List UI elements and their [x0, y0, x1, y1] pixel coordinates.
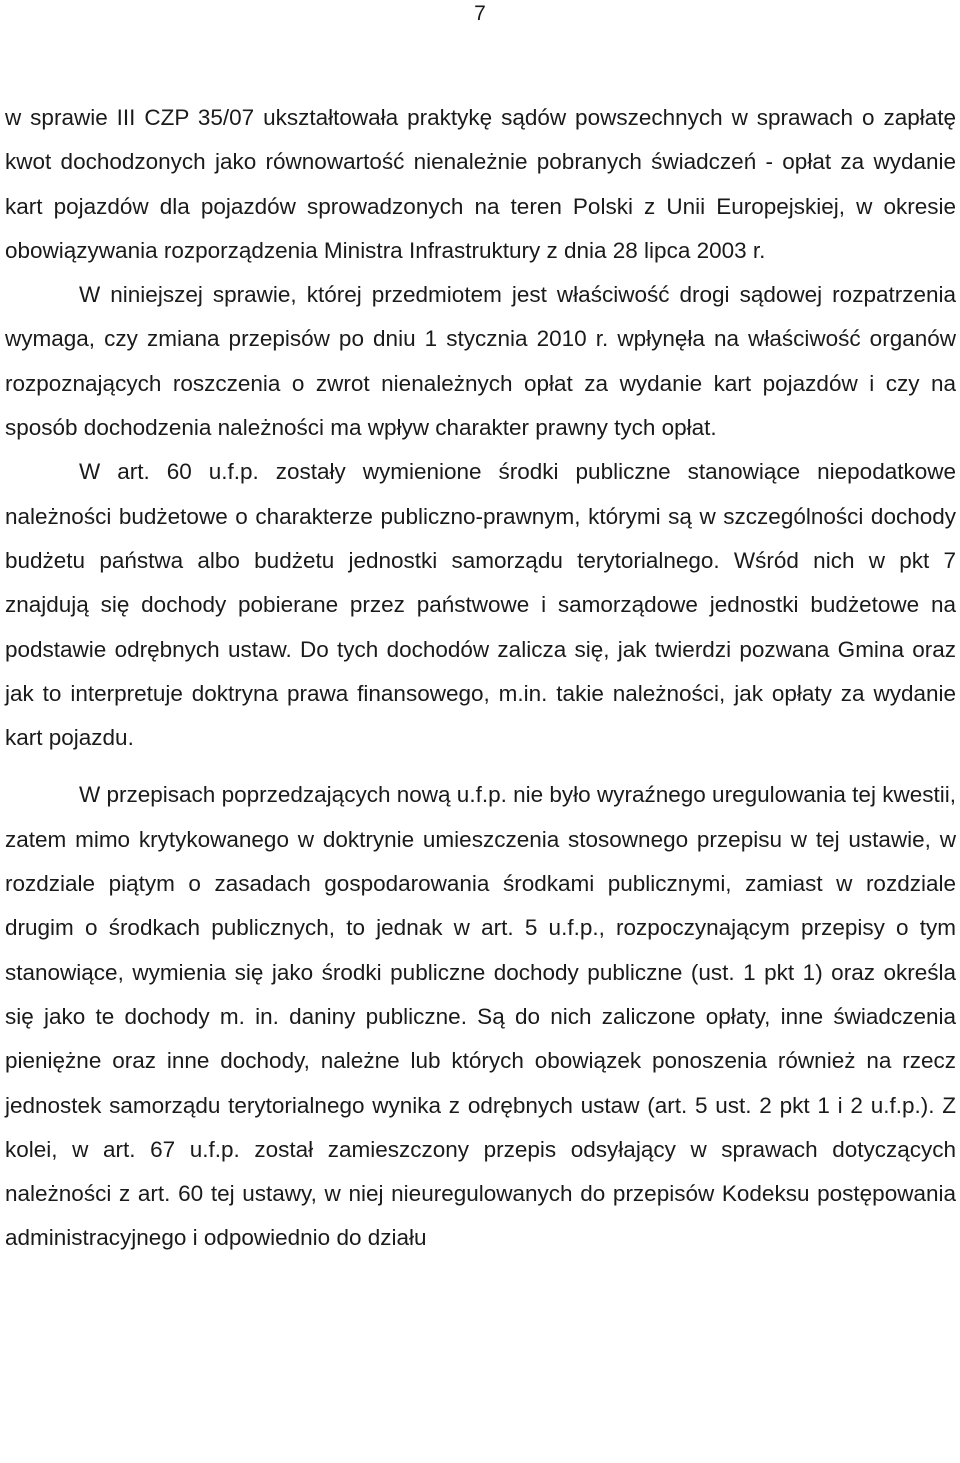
paragraph-3: W art. 60 u.f.p. zostały wymienione środki publiczne stanowiące niepodatkowe należności budżetowe o charakterze publiczno-prawnym, którymi są w szczególności dochody budżetu państwa albo budżetu jednostki samorządu terytorialnego. Wśród nich w pkt 7 znajdują się dochody pobierane przez państwowe i samorządowe jednostki budżetowe na podstawie odrębnych ustaw. Do tych dochodów zalicza się, jak twierdzi pozwana Gmina oraz jak to interpretuje doktryna prawa finansowego, m.in. takie należności, jak opłaty za wydanie kart pojazdu. — [5, 459, 956, 751]
document-body — [5, 96, 956, 1261]
paragraph-2: W niniejszej sprawie, której przedmiotem jest właściwość drogi sądowej rozpatrzenia wymaga, czy zmiana przepisów po dniu 1 stycznia 2010 r. wpłynęła na właściwość organów rozpoznających roszczenia o zwrot nienależnych opłat za wydanie kart pojazdów i czy na sposób dochodzenia należności ma wpływ charakter prawny tych opłat. — [5, 282, 956, 441]
paragraph-1: w sprawie III CZP 35/07 ukształtowała praktykę sądów powszechnych w sprawach o zapłatę kwot dochodzonych jako równowartość nienależnie pobranych świadczeń - opłat za wydanie kart pojazdów dla pojazdów sprowadzonych na teren Polski z Unii Europejskiej, w okresie obowiązywania rozporządzenia Ministra Infrastruktury z dnia 28 lipca 2003 r. — [5, 105, 956, 263]
page-number: 7 — [474, 2, 486, 25]
paragraph-4: W przepisach poprzedzających nową u.f.p. nie było wyraźnego uregulowania tej kwestii, zatem mimo krytykowanego w doktrynie umieszczenia stosownego przepisu w tej ustawie, w rozdziale piątym o zasadach gospodarowania środkami publicznymi, zamiast w rozdziale drugim o środkach publicznych, to jednak w art. 5 u.f.p., rozpoczynającym przepisy o tym stanowiące, wymienia się jako środki publiczne dochody publiczne (ust. 1 pkt 1) oraz określa się jako te dochody m. in. daniny publiczne. Są do nich zaliczone opłaty, inne świadczenia pieniężne oraz inne dochody, należne lub których obowiązek ponoszenia również na rzecz jednostek samorządu terytorialnego wynika z odrębnych ustaw (art. 5 ust. 2 pkt 1 i 2 u.f.p.). Z kolei, w art. 67 u.f.p. został zamieszczony przepis odsyłający w sprawach dotyczących należności z art. 60 tej ustawy, w niej nieuregulowanych do przepisów Kodeksu postępowania administracyjnego i odpowiednio do działu — [5, 782, 956, 1251]
